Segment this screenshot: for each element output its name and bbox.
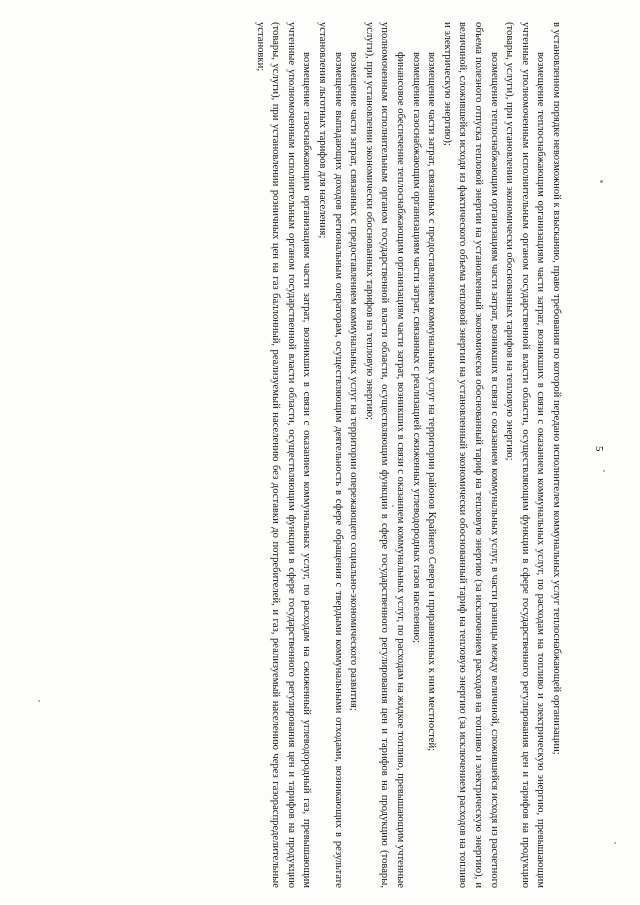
paragraph: возмещение теплоснабжающим организациям части затрат, возникших в связи с оказанием коммунальных услуг, в части разницы между величиной, сложившейся исходя из расчетного объема полезного отпуска тепловой энергии на установленный экономически обоснованный тариф на тепловую энергию (за исключением расходов на топливо и электрическую энергию), и величиной, сложившейся исходя из фактического объема тепловой энергии на установленный экономически обоснованный тариф на тепловую энергию (за исключением расходов на топливо и электрическую энергию); bbox=[441, 22, 500, 888]
paragraph: финансовое обеспечение теплоснабжающим организациям части затрат, возникших в связи с оказанием коммунальных услуг, по расходам на жидкое топливо, превышающим учтенные уполномоченным исполнительным органом государственной власти области, осуществляющим функции в сфере государственного регулирования цен и тарифов на продукцию (товары, услуги), при установлении экономически обоснованных тарифов на тепловую энергию; bbox=[363, 22, 407, 888]
paragraph: возмещение газоснабжающим организациям части затрат, связанных с реализацией сжиженных углеводородных газов населению; bbox=[410, 52, 422, 644]
page-number: 5 bbox=[593, 446, 605, 452]
document-body bbox=[252, 22, 564, 888]
paragraph: возмещение теплоснабжающим организациям части затрат, возникших в связи с оказанием коммунальных услуг, по расходам на топливо и электрическую энергию, превышающим учтенные уполномоченным исполнительным органом государственной власти области, осуществляющим функции в сфере государственного регулирования цен и тарифов на продукцию (товары, услуги), при установлении экономически обоснованных тарифов на тепловую энергию; bbox=[504, 22, 547, 888]
paragraph: в установленном порядке невозможной к взысканию, право требования по которой передано исполнителем коммунальных услуг теплоснабжающей организации; bbox=[551, 22, 562, 755]
paragraph: возмещение газоснабжающим организациям части затрат, возникших в связи с оказанием коммунальных услуг, по расходам на сжиженный углеводородный газ, превышающим учтенные уполномоченным исполнительным органом государственной власти области, осуществляющим функции в сфере государственного регулирования цен и тарифов на продукцию (товары, услуги), при установлении розничных цен на газ баллонный, реализуемый населению без доставки до потребителей, и газ, реализуемый населению через газораспределительные установки; bbox=[254, 22, 313, 888]
paragraph: возмещение части затрат, связанных с предоставлением коммунальных услуг на территории районов Крайнего Севера и приравненных к ним местностей; bbox=[426, 52, 438, 752]
paragraph: возмещение выпадающих доходов региональным операторам, осуществляющим деятельность в сфере обращения с твердыми коммунальными отходами, возникающих в результате установления льготных тарифов для населения; bbox=[317, 22, 344, 888]
paragraph: возмещение части затрат, связанных с предоставлением коммунальных услуг на территории опережающего социально-экономического развития; bbox=[348, 52, 360, 711]
